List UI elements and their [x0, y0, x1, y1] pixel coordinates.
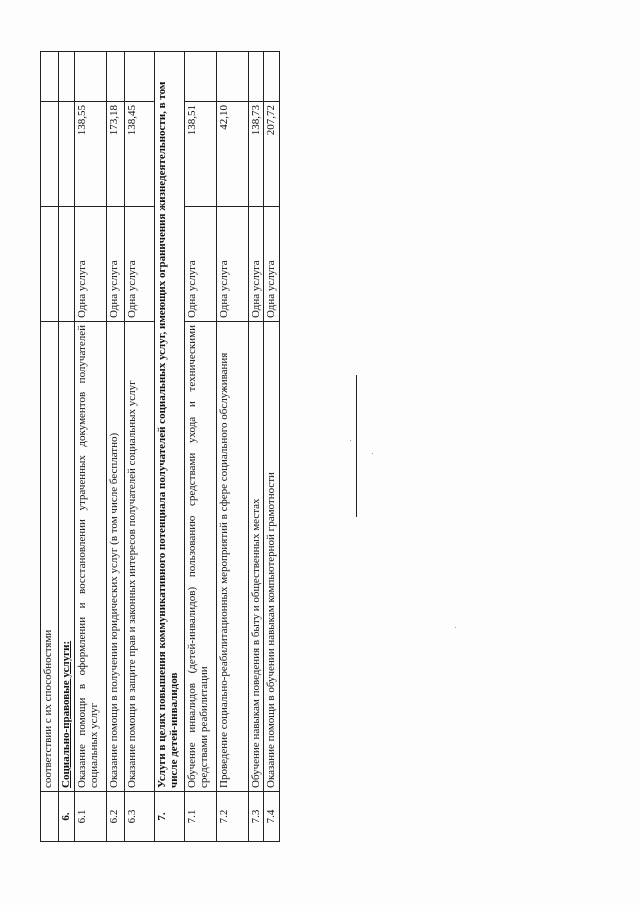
section-title: Социально-правовые услуги:	[59, 322, 75, 792]
table-row	[185, 52, 217, 842]
scan-speck	[372, 453, 373, 454]
service-name: Оказание помощи в защите прав и законных интересов получателей социальных услуг	[125, 322, 155, 792]
service-name: Оказание помощи в обучении навыкам компьютерной грамотности	[264, 322, 279, 792]
service-name: Оказание помощи в оформлении и восстановлении утраченных документов получателей социальных услуг	[75, 322, 107, 792]
empty-cell	[264, 52, 279, 102]
rotated-table-container	[40, 52, 300, 842]
row-number: 6.3	[125, 792, 155, 842]
service-price: 207,72	[264, 102, 279, 207]
service-unit: Одна услуга	[264, 207, 279, 322]
empty-cell	[75, 52, 107, 102]
row-number: 7.2	[217, 792, 249, 842]
empty-cell	[59, 52, 75, 102]
row-number: 7.4	[264, 792, 279, 842]
table-row	[249, 52, 264, 842]
service-name: Обучение навыкам поведения в быту и общественных местах	[249, 322, 264, 792]
service-price	[41, 102, 59, 207]
row-number: 7.3	[249, 792, 264, 842]
row-number: 6.1	[75, 792, 107, 842]
signature-line	[356, 375, 357, 517]
service-name: Обучение инвалидов (детей-инвалидов) пользованию средствами ухода и техническими средствами реабилитации	[185, 322, 217, 792]
service-unit: Одна услуга	[249, 207, 264, 322]
service-price: 138,73	[249, 102, 264, 207]
service-price: 173,18	[107, 102, 125, 207]
empty-cell	[249, 52, 264, 102]
service-unit	[59, 207, 75, 322]
service-price: 138,51	[185, 102, 217, 207]
section-title: Услуги в целях повышения коммуникативного потенциала получателей социальных услуг, имеющих ограничения жизнедеятельности, в том числе детей-инвалидов	[155, 52, 185, 792]
service-unit	[41, 207, 59, 322]
service-price: 42,10	[217, 102, 249, 207]
service-unit: Одна услуга	[217, 207, 249, 322]
table-row	[107, 52, 125, 842]
service-unit: Одна услуга	[107, 207, 125, 322]
section-number: 7.	[155, 792, 185, 842]
service-price	[59, 102, 75, 207]
scan-speck	[455, 627, 456, 628]
section-row	[155, 52, 185, 842]
empty-cell	[41, 52, 59, 102]
table-row	[41, 52, 59, 842]
table-row	[75, 52, 107, 842]
service-unit: Одна услуга	[75, 207, 107, 322]
empty-cell	[107, 52, 125, 102]
services-price-table	[40, 51, 280, 842]
section-number: 6.	[59, 792, 75, 842]
service-price: 138,55	[75, 102, 107, 207]
scan-speck	[350, 440, 351, 441]
empty-cell	[185, 52, 217, 102]
service-unit: Одна услуга	[185, 207, 217, 322]
table-row	[217, 52, 249, 842]
service-price: 138,45	[125, 102, 155, 207]
empty-cell	[217, 52, 249, 102]
service-unit: Одна услуга	[125, 207, 155, 322]
service-name: соответствии с их способностями	[41, 322, 59, 792]
row-number	[41, 792, 59, 842]
row-number: 6.2	[107, 792, 125, 842]
table-row	[125, 52, 155, 842]
empty-cell	[125, 52, 155, 102]
service-name: Оказание помощи в получении юридических услуг (в том числе бесплатно)	[107, 322, 125, 792]
section-row	[59, 52, 75, 842]
table-row	[264, 52, 279, 842]
row-number: 7.1	[185, 792, 217, 842]
service-name: Проведение социально-реабилитационных мероприятий в сфере социального обслуживания	[217, 322, 249, 792]
